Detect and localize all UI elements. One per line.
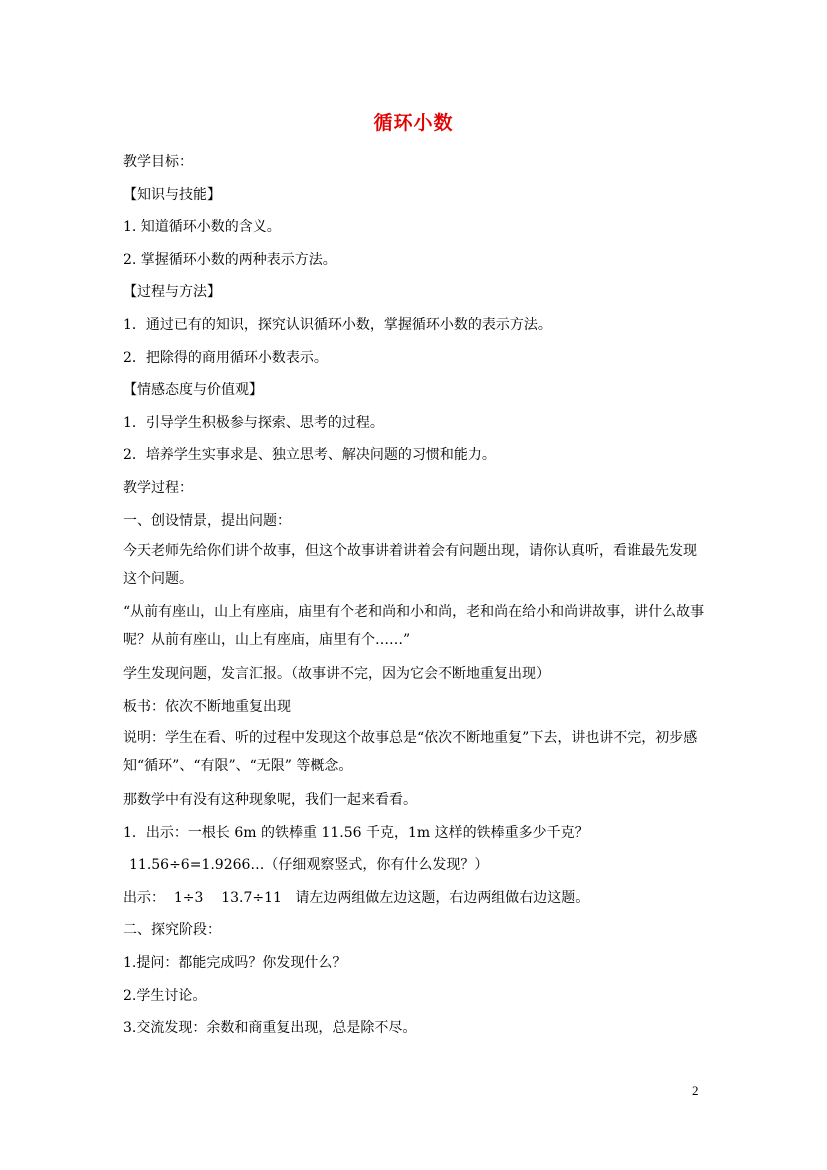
document-title: 循环小数 <box>373 112 454 134</box>
document-body <box>123 146 708 1045</box>
subheading-attitude-values: 【情感态度与价值观】 <box>123 382 263 399</box>
example-calculation: 11.56÷6=1.9266…（仔细观察竖式，你有什么发现？） <box>129 857 489 874</box>
objective-item: 2. 掌握循环小数的两种表示方法。 <box>123 251 337 268</box>
section-heading-objectives: 教学目标： <box>123 154 193 170</box>
exercise-line: 出示： 1÷3 13.7÷11 请左边两组做左边这题，右边两组做右边这题。 <box>123 889 590 906</box>
story-quote: “从前有座山，山上有座庙，庙里有个老和尚和小和尚，老和尚在给小和尚讲故事，讲什么故事呢？从前有座山，山上有座庙，庙里有个……” <box>123 603 705 648</box>
discussion-item: 1.提问：都能完成吗？你发现什么？ <box>123 955 347 972</box>
body-paragraph: 今天老师先给你们讲个故事，但这个故事讲着讲着会有问题出现，请你认真听，看谁最先发现这个问题。 <box>123 543 697 588</box>
board-writing: 板书：依次不断地重复出现 <box>123 698 291 715</box>
step-heading: 二、探究阶段： <box>123 922 221 939</box>
body-line: 学生发现问题，发言汇报。（故事讲不完，因为它会不断地重复出现） <box>123 666 550 683</box>
section-heading-process: 教学过程： <box>123 479 193 496</box>
explanation-paragraph: 说明：学生在看、听的过程中发现这个故事总是“依次不断地重复”下去，讲也讲不完，初步感知“循环”、“有限”、“无限” 等概念。 <box>123 729 698 774</box>
objective-item: 2．把除得的商用循环小数表示。 <box>123 349 328 366</box>
objective-item: 1. 知道循环小数的含义。 <box>123 219 281 236</box>
page-number: 2 <box>692 1083 699 1098</box>
subheading-knowledge-skills: 【知识与技能】 <box>123 186 221 203</box>
discussion-item: 3.交流发现：余数和商重复出现，总是除不尽。 <box>123 1020 417 1037</box>
objective-item: 2．培养学生实事求是、独立思考、解决问题的习惯和能力。 <box>123 447 496 464</box>
objective-item: 1．通过已有的知识，探究认识循环小数，掌握循环小数的表示方法。 <box>123 316 552 333</box>
step-heading: 一、创设情景，提出问题： <box>123 512 291 529</box>
example-problem: 1．出示：一根长 6m 的铁棒重 11.56 千克，1m 这样的铁棒重多少千克？ <box>123 824 589 841</box>
body-line: 那数学中有没有这种现象呢，我们一起来看看。 <box>123 792 417 809</box>
subheading-process-methods: 【过程与方法】 <box>123 284 221 301</box>
objective-item: 1．引导学生积极参与探索、思考的过程。 <box>123 414 384 431</box>
discussion-item: 2.学生讨论。 <box>123 987 207 1004</box>
